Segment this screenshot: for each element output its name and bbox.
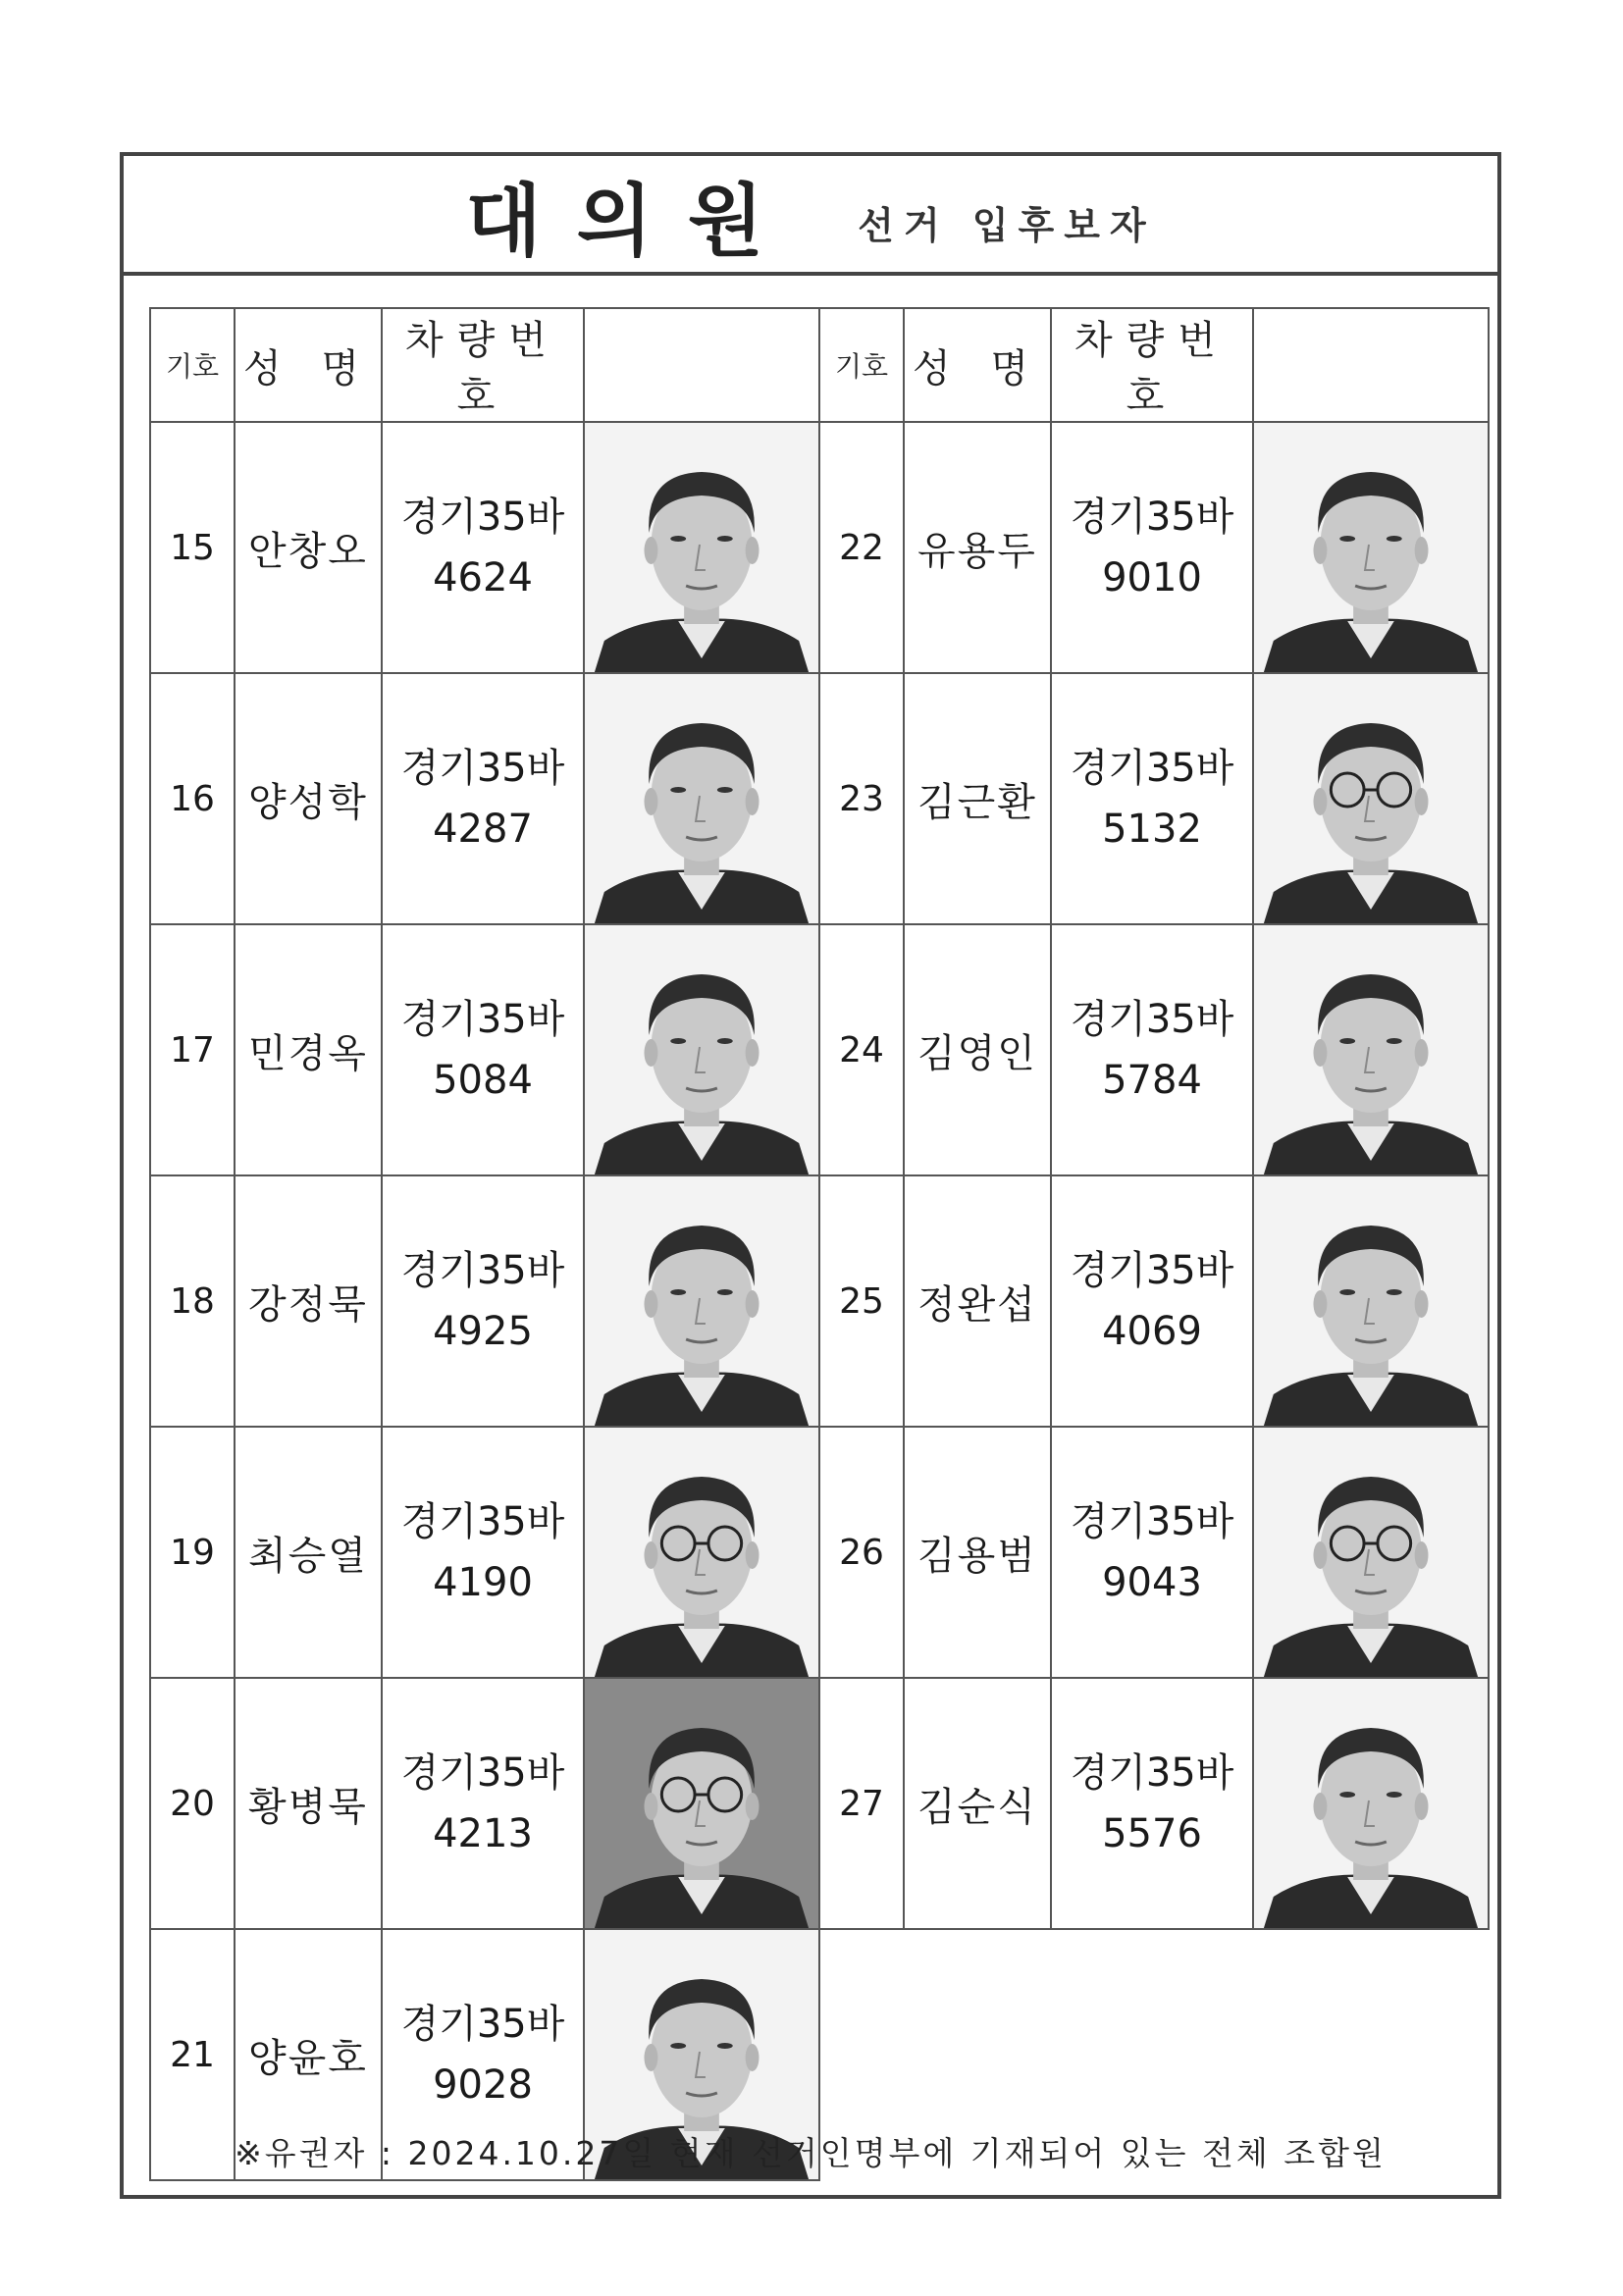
plate-prefix: 경기35바 [400, 1499, 565, 1544]
candidate-row [819, 1175, 1489, 1427]
title-bar [124, 156, 1497, 276]
candidate-name: 김영인 [904, 924, 1051, 1175]
candidate-photo [584, 673, 819, 924]
candidate-number: 17 [150, 924, 235, 1175]
candidate-number: 19 [150, 1427, 235, 1678]
portrait-photo [585, 925, 818, 1174]
candidate-row [819, 924, 1489, 1175]
candidate-number: 24 [819, 924, 904, 1175]
candidate-row [150, 1175, 819, 1427]
plate-prefix: 경기35바 [400, 495, 565, 540]
candidate-row [150, 673, 819, 924]
plate-prefix: 경기35바 [1070, 746, 1234, 791]
candidate-row [819, 673, 1489, 924]
page-subtitle: 선거 입후보자 [858, 203, 1156, 247]
plate-number: 4190 [433, 1560, 533, 1605]
portrait-photo [585, 1176, 818, 1426]
plate-prefix: 경기35바 [1070, 1750, 1234, 1796]
candidate-name: 양윤호 [235, 1929, 382, 2180]
candidate-photo [584, 1427, 819, 1678]
candidate-plate [382, 1678, 584, 1929]
plate-number: 4213 [433, 1811, 533, 1856]
candidate-photo [1253, 1175, 1489, 1427]
candidate-plate [382, 673, 584, 924]
candidate-row [150, 422, 819, 673]
header-plate: 차량번호 [382, 308, 584, 422]
candidate-plate [1051, 1678, 1253, 1929]
plate-prefix: 경기35바 [1070, 997, 1234, 1042]
plate-number: 5576 [1102, 1811, 1202, 1856]
candidate-name: 김순식 [904, 1678, 1051, 1929]
portrait-photo [585, 1428, 818, 1677]
header-number: 기호 [150, 308, 235, 422]
right-candidate-table [818, 307, 1490, 1930]
header-number: 기호 [819, 308, 904, 422]
plate-prefix: 경기35바 [400, 1248, 565, 1293]
plate-number: 4624 [433, 555, 533, 600]
candidate-number: 21 [150, 1929, 235, 2180]
candidate-plate [1051, 924, 1253, 1175]
candidate-plate [1051, 1175, 1253, 1427]
candidate-plate [382, 1175, 584, 1427]
portrait-photo [585, 423, 818, 672]
candidate-plate [1051, 422, 1253, 673]
candidate-number: 26 [819, 1427, 904, 1678]
candidate-photo [584, 924, 819, 1175]
candidate-name: 김용범 [904, 1427, 1051, 1678]
document-frame [120, 152, 1501, 2199]
candidate-photo [1253, 422, 1489, 673]
candidate-number: 16 [150, 673, 235, 924]
portrait-photo [585, 1679, 818, 1928]
plate-prefix: 경기35바 [1070, 1248, 1234, 1293]
candidate-plate [1051, 673, 1253, 924]
header-photo [584, 308, 819, 422]
plate-number: 4069 [1102, 1309, 1202, 1354]
candidate-name: 정완섭 [904, 1175, 1051, 1427]
candidate-plate [382, 924, 584, 1175]
candidate-number: 27 [819, 1678, 904, 1929]
candidate-row [819, 1678, 1489, 1929]
candidate-number: 20 [150, 1678, 235, 1929]
plate-number: 5084 [433, 1058, 533, 1103]
candidate-photo [584, 1678, 819, 1929]
plate-number: 9028 [433, 2062, 533, 2108]
candidate-photo [1253, 1427, 1489, 1678]
left-candidate-table [149, 307, 820, 2181]
candidate-name: 황병묵 [235, 1678, 382, 1929]
candidate-number: 18 [150, 1175, 235, 1427]
header-photo [1253, 308, 1489, 422]
portrait-photo [585, 674, 818, 923]
plate-prefix: 경기35바 [400, 1750, 565, 1796]
candidate-plate [382, 422, 584, 673]
header-name: 성 명 [904, 308, 1051, 422]
candidate-name: 양성학 [235, 673, 382, 924]
portrait-photo [1254, 1679, 1488, 1928]
candidate-name: 유용두 [904, 422, 1051, 673]
candidate-name: 김근환 [904, 673, 1051, 924]
candidate-row [150, 924, 819, 1175]
portrait-photo [1254, 1176, 1488, 1426]
candidate-plate [382, 1427, 584, 1678]
candidate-plate [1051, 1427, 1253, 1678]
voter-eligibility-note: ※유권자 : 2024.10.27일 현재 선거인명부에 기재되어 있는 전체 조합원 [235, 2134, 1387, 2172]
plate-prefix: 경기35바 [1070, 495, 1234, 540]
plate-number: 5132 [1102, 807, 1202, 852]
plate-prefix: 경기35바 [400, 746, 565, 791]
candidate-photo [584, 422, 819, 673]
candidate-name: 강정묵 [235, 1175, 382, 1427]
plate-number: 9010 [1102, 555, 1202, 600]
header-plate: 차량번호 [1051, 308, 1253, 422]
plate-prefix: 경기35바 [400, 997, 565, 1042]
portrait-photo [1254, 423, 1488, 672]
plate-number: 5784 [1102, 1058, 1202, 1103]
portrait-photo [1254, 1428, 1488, 1677]
candidate-name: 민경옥 [235, 924, 382, 1175]
candidate-number: 22 [819, 422, 904, 673]
candidate-number: 23 [819, 673, 904, 924]
candidate-row [150, 1427, 819, 1678]
candidate-name: 최승열 [235, 1427, 382, 1678]
plate-number: 9043 [1102, 1560, 1202, 1605]
candidate-row [150, 1678, 819, 1929]
plate-number: 4925 [433, 1309, 533, 1354]
candidate-row [819, 1427, 1489, 1678]
plate-number: 4287 [433, 807, 533, 852]
candidate-row [819, 422, 1489, 673]
portrait-photo [1254, 674, 1488, 923]
candidate-photo [584, 1175, 819, 1427]
page-title: 대의원 [465, 175, 800, 267]
portrait-photo [1254, 925, 1488, 1174]
plate-prefix: 경기35바 [1070, 1499, 1234, 1544]
candidate-name: 안창오 [235, 422, 382, 673]
candidate-photo [1253, 1678, 1489, 1929]
candidate-photo [1253, 673, 1489, 924]
candidate-number: 25 [819, 1175, 904, 1427]
header-name: 성 명 [235, 308, 382, 422]
candidate-photo [1253, 924, 1489, 1175]
plate-prefix: 경기35바 [400, 2002, 565, 2047]
candidate-number: 15 [150, 422, 235, 673]
